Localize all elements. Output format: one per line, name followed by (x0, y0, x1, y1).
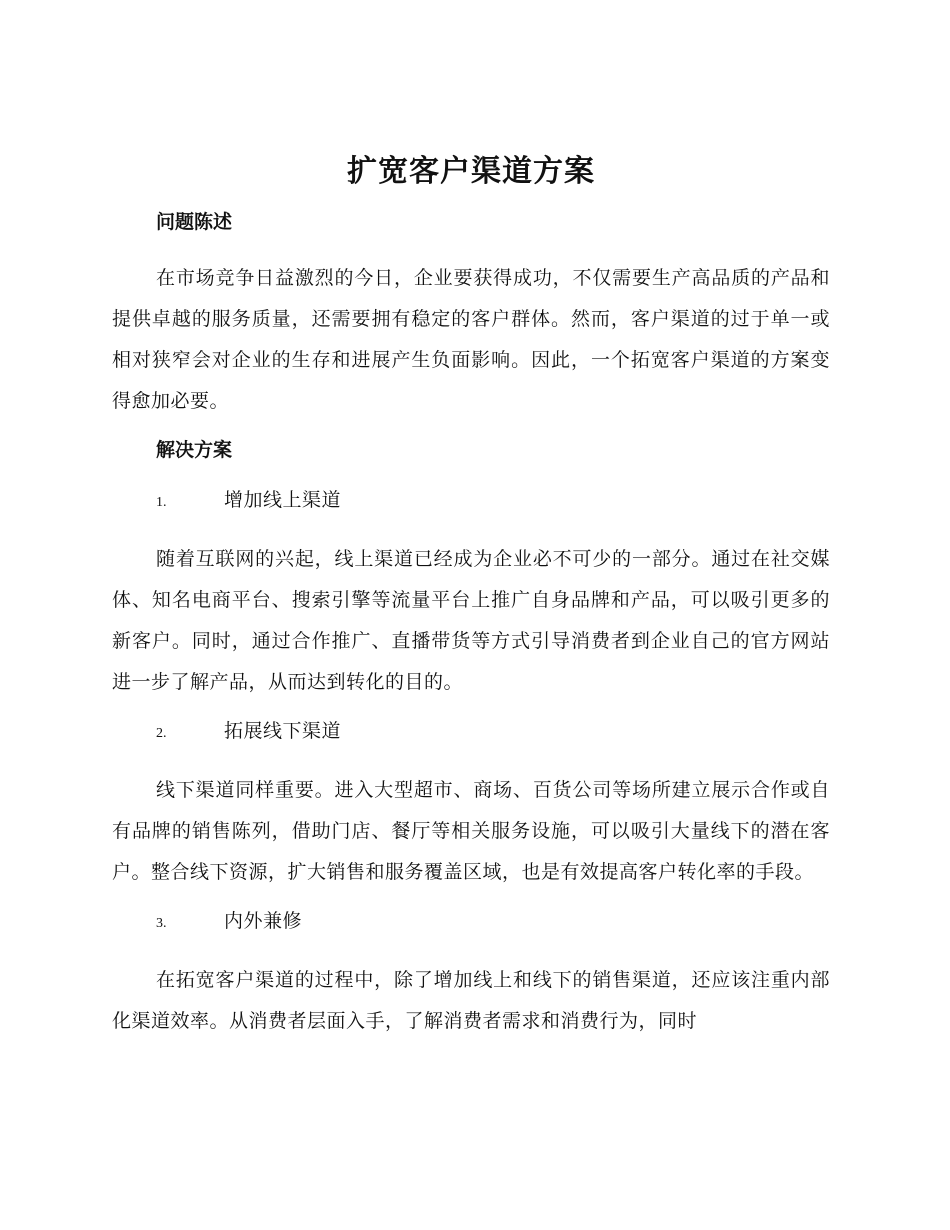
document-page (112, 150, 830, 1056)
section-heading-solution: 解决方案 (156, 439, 233, 461)
list-item-3 (112, 907, 830, 938)
problem-paragraph: 在市场竞争日益激烈的今日，企业要获得成功，不仅需要生产高品质的产品和提供卓越的服务质量，还需要拥有稳定的客户群体。然而，客户渠道的过于单一或相对狭窄会对企业的生存和进展产生负面影响。因此，一个拓宽客户渠道的方案变得愈加必要。 (112, 267, 830, 412)
list-item-paragraph: 随着互联网的兴起，线上渠道已经成为企业必不可少的一部分。通过在社交媒体、知名电商平台、搜索引擎等流量平台上推广自身品牌和产品，可以吸引更多的新客户。同时，通过合作推广、直播带货等方式引导消费者到企业自己的官方网站进一步了解产品，从而达到转化的目的。 (112, 548, 830, 693)
list-item-paragraph: 线下渠道同样重要。进入大型超市、商场、百货公司等场所建立展示合作或自有品牌的销售陈列，借助门店、餐厅等相关服务设施，可以吸引大量线下的潜在客户。整合线下资源，扩大销售和服务覆盖区域，也是有效提高客户转化率的手段。 (112, 779, 830, 883)
list-item-label: 内外兼修 (224, 910, 303, 932)
list-item-1 (112, 486, 830, 517)
list-item-number: 1. (156, 495, 167, 510)
list-item-2 (112, 717, 830, 748)
list-item-label: 拓展线下渠道 (224, 720, 342, 742)
list-item-number: 2. (156, 726, 167, 741)
section-heading-problem: 问题陈述 (156, 211, 233, 233)
list-item-paragraph: 在拓宽客户渠道的过程中，除了增加线上和线下的销售渠道，还应该注重内部化渠道效率。从消费者层面入手，了解消费者需求和消费行为，同时 (112, 969, 830, 1032)
list-item-label: 增加线上渠道 (224, 489, 342, 511)
list-item-number: 3. (156, 916, 167, 931)
document-title: 扩宽客户渠道方案 (347, 154, 595, 189)
